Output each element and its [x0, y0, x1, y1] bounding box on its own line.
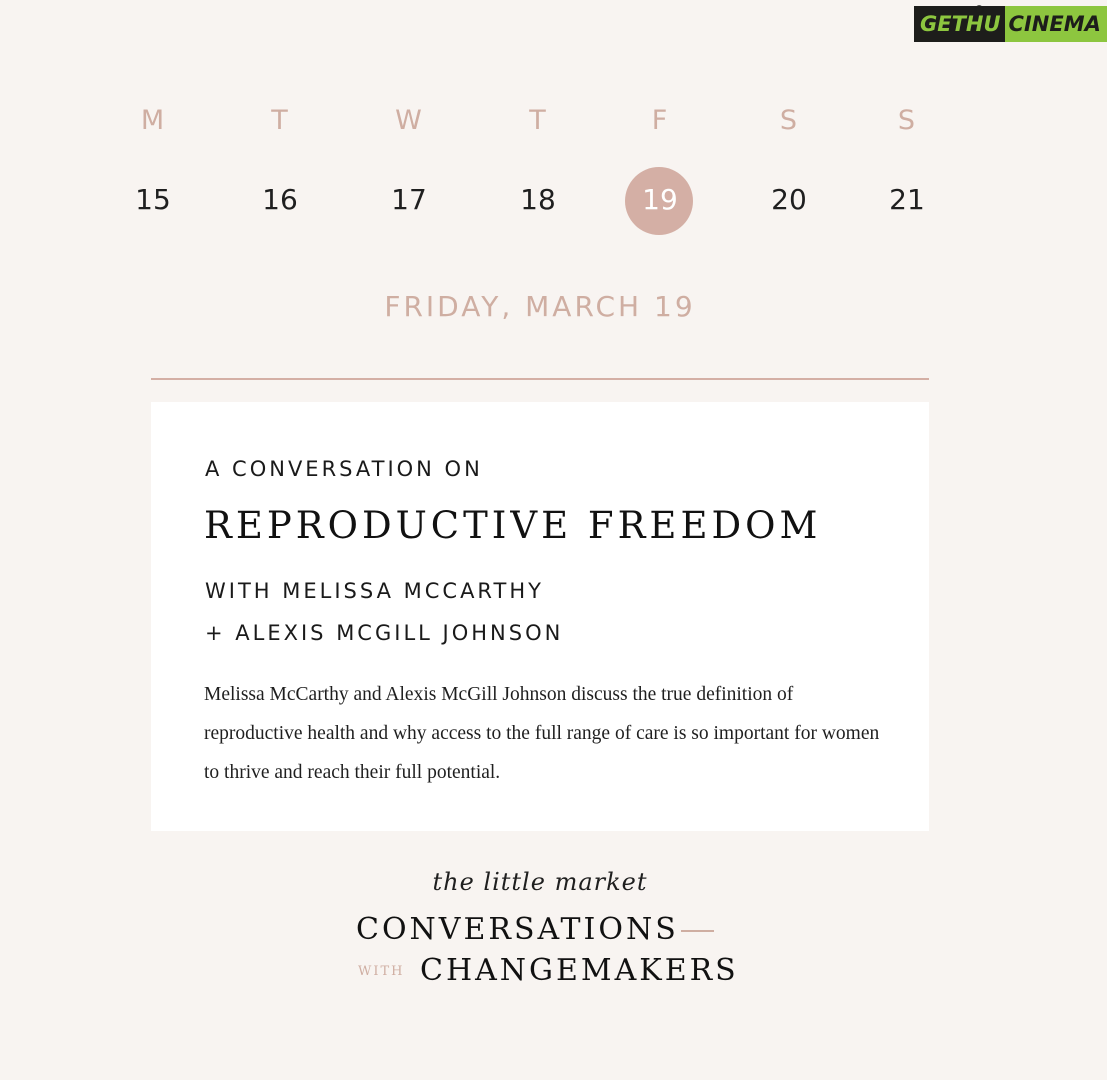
day-number: 21 — [889, 183, 925, 216]
weekday-letter: M — [140, 105, 166, 136]
event-card — [151, 402, 929, 831]
watermark-logo — [914, 2, 1101, 44]
camera-icon: ◉ — [974, 2, 985, 16]
event-title: REPRODUCTIVE FREEDOM — [204, 504, 822, 547]
week-calendar — [93, 105, 993, 245]
watermark-part-1: GETHU — [914, 6, 1005, 42]
weekday-letter: T — [529, 105, 547, 136]
brand-script: the little market — [432, 868, 648, 896]
divider — [151, 378, 929, 380]
event-description: Melissa McCarthy and Alexis McGill Johnson discuss the true definition of reproductive health and why access to the full range of care is so important for women to thrive and reach their full potential. — [204, 684, 880, 783]
brand-line-2: CHANGEMAKERS — [420, 953, 739, 988]
day-number: 15 — [135, 183, 171, 216]
guest-line-2: + ALEXIS MCGILL JOHNSON — [205, 621, 564, 645]
weekday-letter: F — [651, 105, 669, 136]
brand-line-1: CONVERSATIONS — [356, 912, 679, 947]
event-kicker: A CONVERSATION ON — [205, 457, 483, 481]
day-number: 16 — [262, 183, 298, 216]
weekday-letter: S — [897, 105, 917, 136]
selected-date-label: FRIDAY, MARCH 19 — [384, 290, 696, 323]
weekday-letter: W — [395, 105, 423, 136]
day-number: 18 — [520, 183, 556, 216]
day-number: 17 — [391, 183, 427, 216]
day-number: 19 — [642, 183, 678, 216]
day-number: 20 — [771, 183, 807, 216]
brand-dash — [681, 930, 714, 932]
weekday-letter: S — [779, 105, 799, 136]
watermark-part-2: CINEMA — [1005, 6, 1107, 42]
brand-with: WITH — [358, 964, 405, 979]
weekday-letter: T — [271, 105, 289, 136]
guest-line-1: WITH MELISSA MCCARTHY — [205, 579, 544, 603]
